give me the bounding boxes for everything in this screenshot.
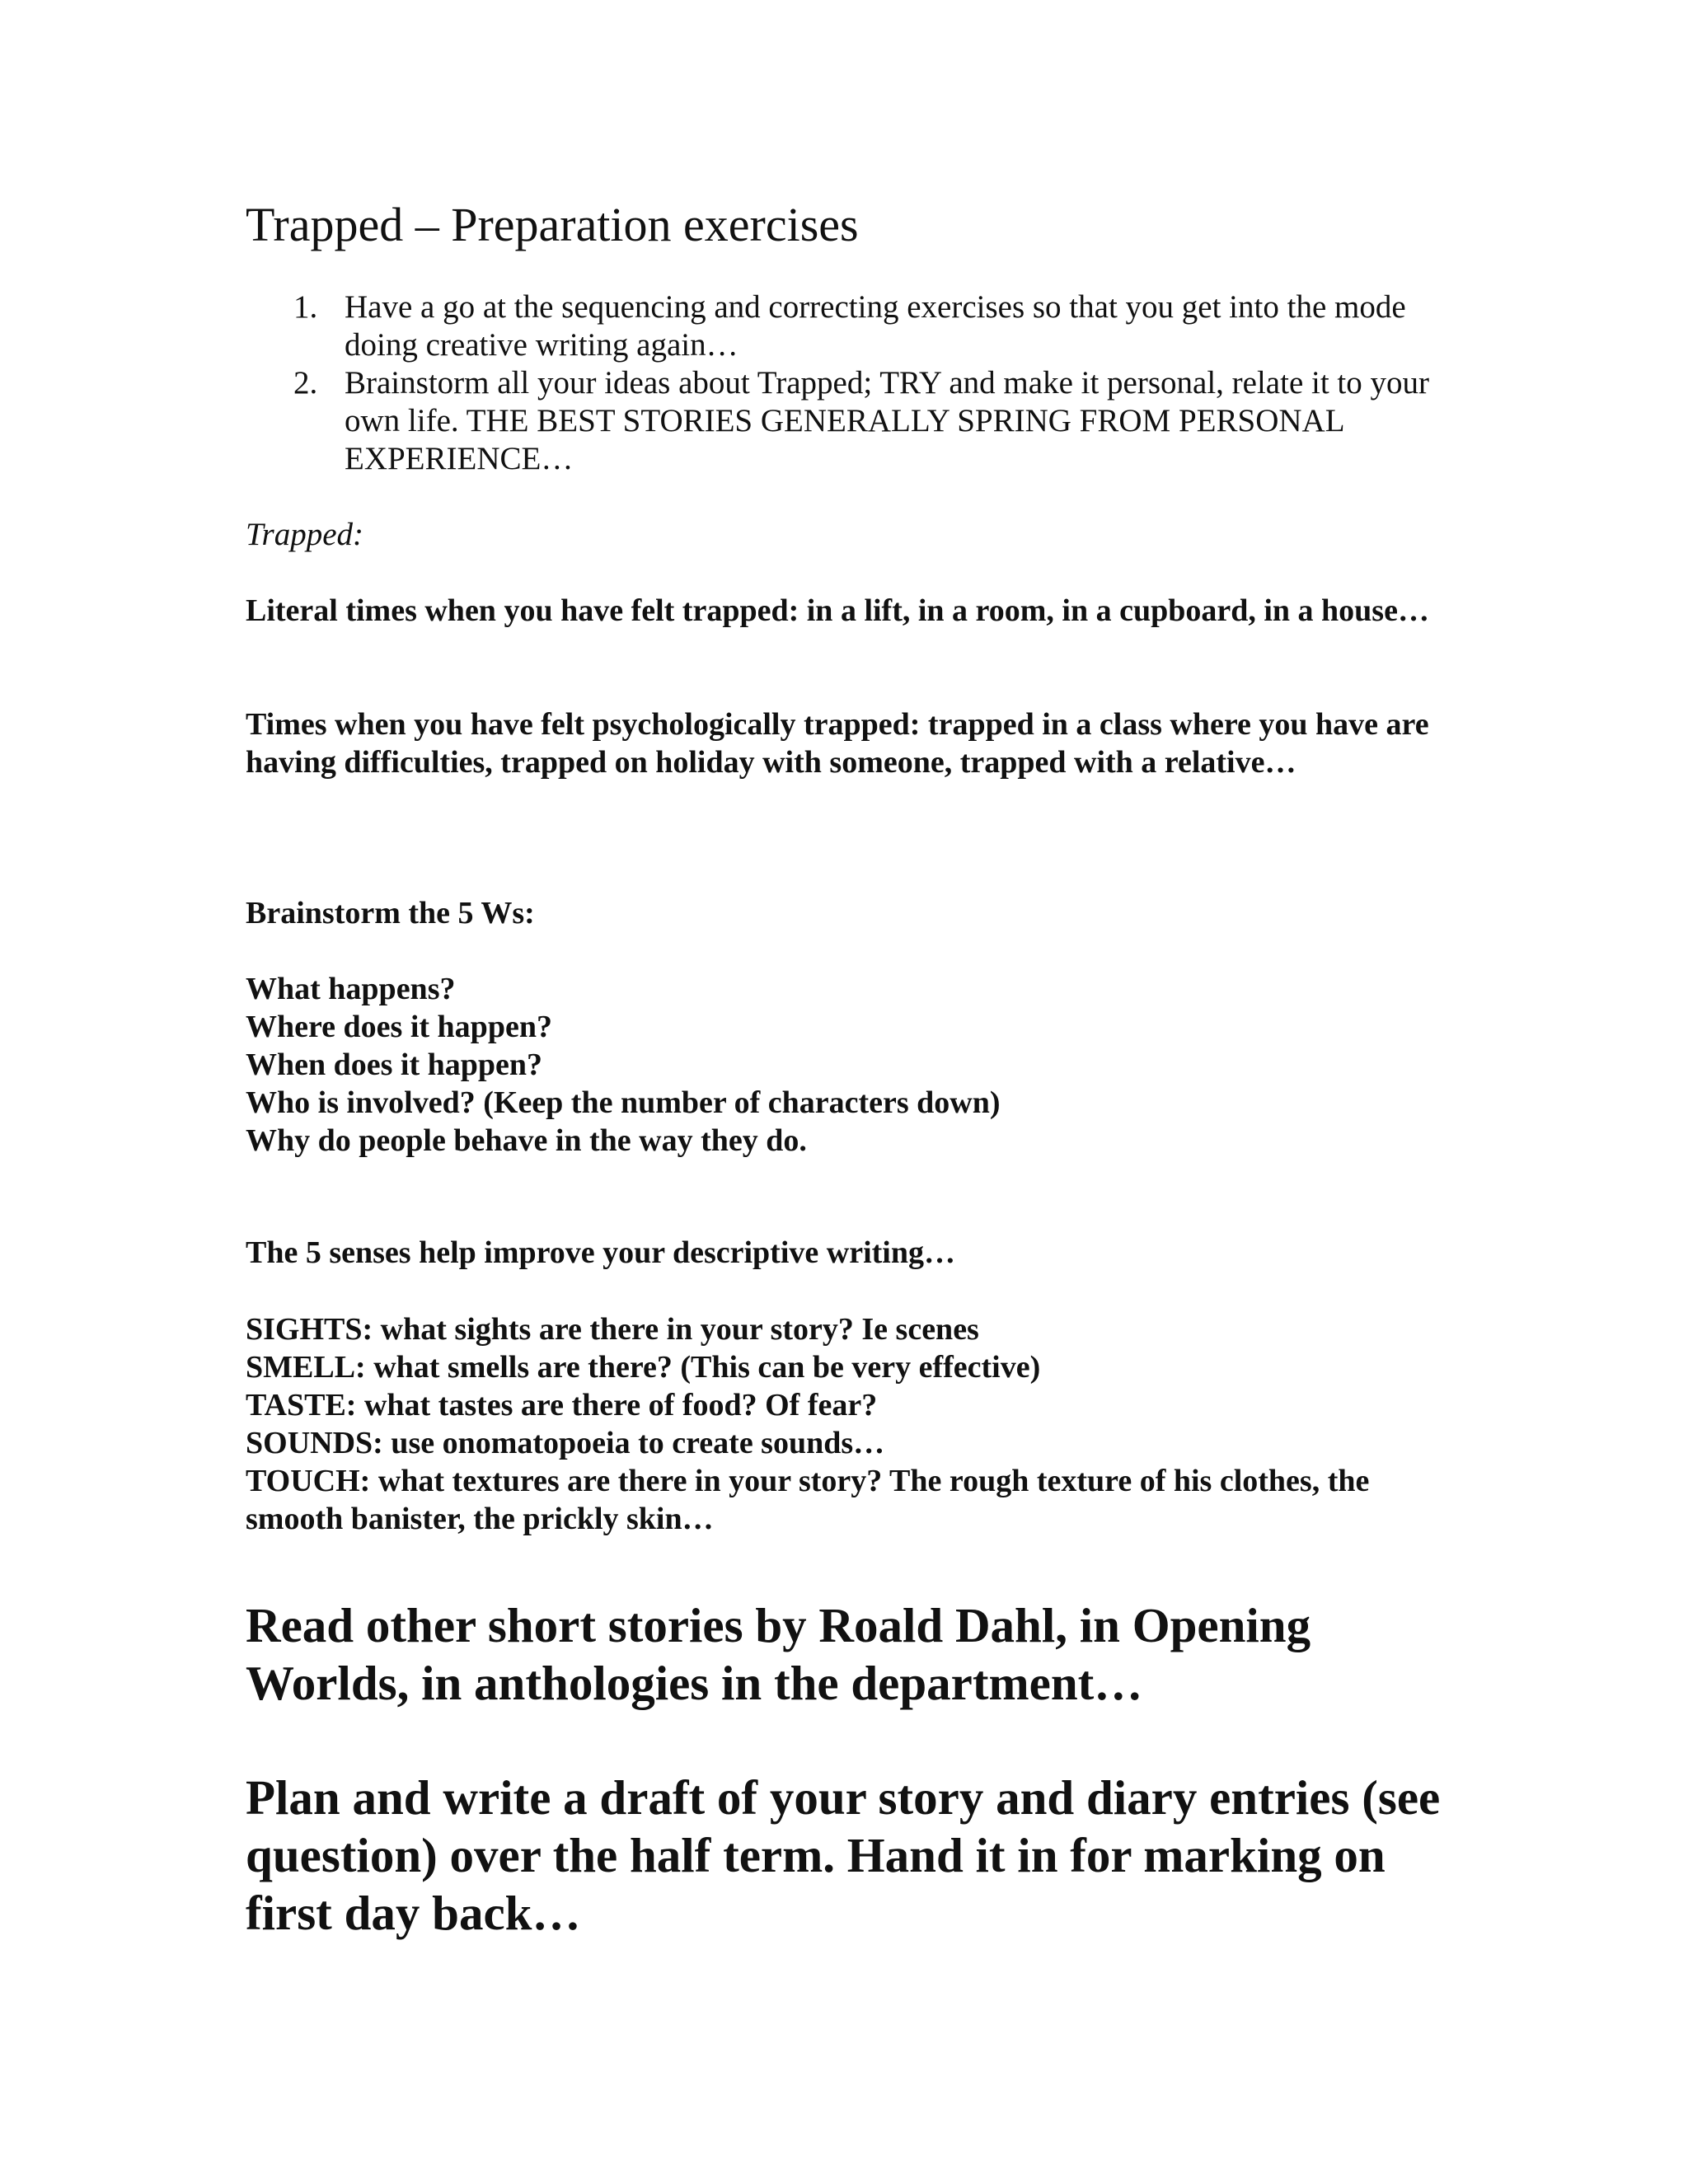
sense-item: TOUCH: what textures are there in your story? The rough texture of his clothes, the smooth banister, the prickly skin… bbox=[246, 1464, 1370, 1536]
ws-item: Why do people behave in the way they do. bbox=[246, 1123, 807, 1158]
sense-item: SOUNDS: use onomatopoeia to create sounds… bbox=[246, 1426, 885, 1460]
literal-times-paragraph: Literal times when you have felt trapped: in a lift, in a room, in a cupboard, in a house… bbox=[246, 593, 1429, 628]
sense-item: SIGHTS: what sights are there in your story? Ie scenes bbox=[246, 1312, 979, 1347]
five-senses-list bbox=[246, 1310, 1449, 1538]
exercise-number: 2. bbox=[293, 365, 318, 401]
exercise-number: 1. bbox=[293, 289, 318, 325]
sense-item: TASTE: what tastes are there of food? Of fear? bbox=[246, 1388, 878, 1422]
plan-draft-note: Plan and write a draft of your story and diary entries (see question) over the half term. Hand it in for marking on first day back… bbox=[246, 1770, 1441, 1940]
read-stories-note: Read other short stories by Roald Dahl, in Opening Worlds, in anthologies in the department… bbox=[246, 1598, 1311, 1710]
exercise-list bbox=[246, 288, 1449, 478]
exercise-text: Brainstorm all your ideas about Trapped; TRY and make it personal, relate it to your own life. THE BEST STORIES GENERALLY SPRING FROM PERSONAL EXPERIENCE… bbox=[345, 365, 1430, 476]
psychological-times-paragraph: Times when you have felt psychologically trapped: trapped in a class where you have are having difficulties, trapped on holiday with someone, trapped with a relative… bbox=[246, 707, 1429, 780]
five-ws-heading: Brainstorm the 5 Ws: bbox=[246, 896, 535, 930]
five-ws-list bbox=[246, 970, 1449, 1160]
ws-item: Who is involved? (Keep the number of characters down) bbox=[246, 1085, 1001, 1120]
ws-item: What happens? bbox=[246, 972, 456, 1006]
sense-item: SMELL: what smells are there? (This can be very effective) bbox=[246, 1350, 1041, 1385]
exercise-text: Have a go at the sequencing and correcting exercises so that you get into the mode doing creative writing again… bbox=[345, 289, 1406, 363]
five-senses-heading: The 5 senses help improve your descriptive writing… bbox=[246, 1235, 955, 1270]
ws-item: When does it happen? bbox=[246, 1047, 543, 1082]
ws-item: Where does it happen? bbox=[246, 1010, 552, 1044]
trapped-subheading: Trapped: bbox=[246, 517, 364, 552]
exercise-item bbox=[246, 364, 1449, 478]
document-title: Trapped – Preparation exercises bbox=[246, 198, 859, 251]
exercise-item bbox=[246, 288, 1449, 364]
